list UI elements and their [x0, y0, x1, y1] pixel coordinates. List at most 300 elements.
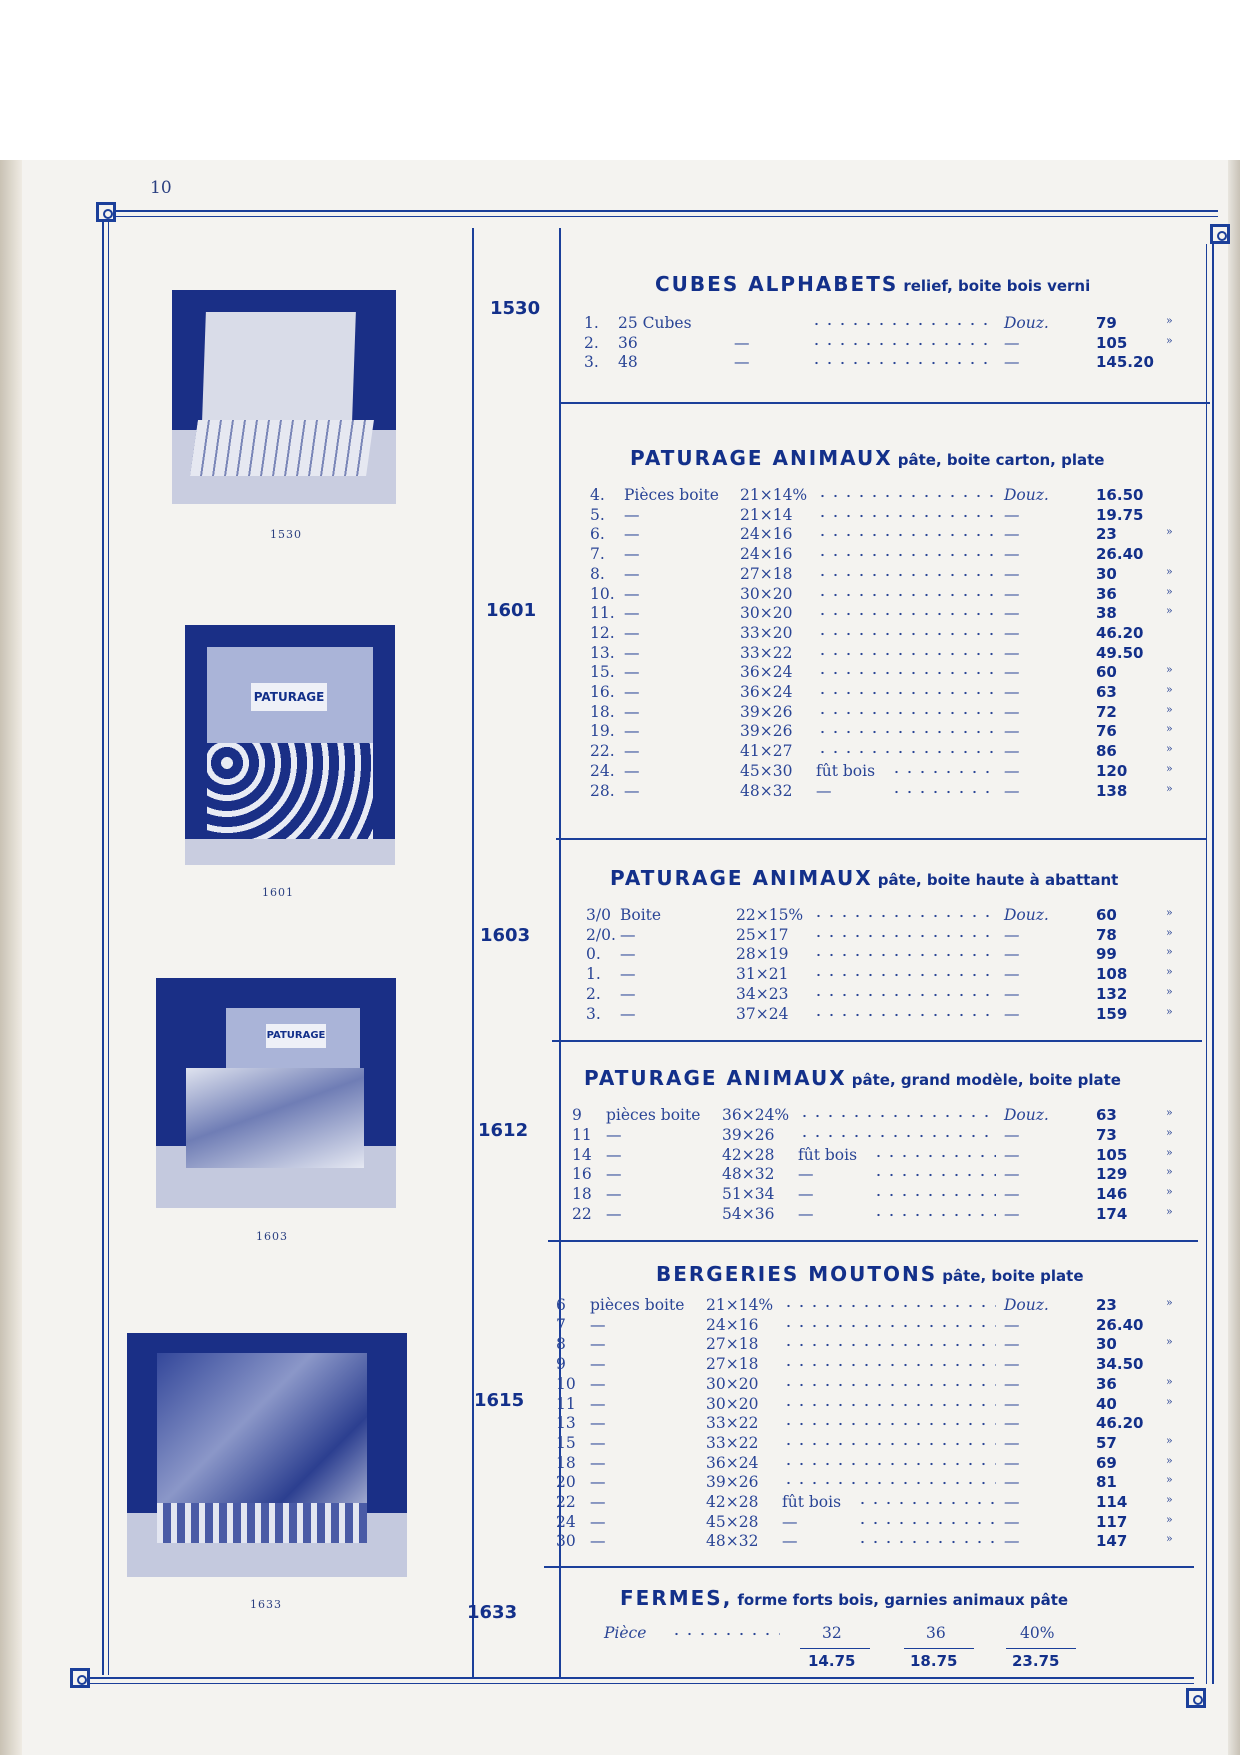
item-dimensions: 36×24: [706, 1453, 759, 1472]
item-price: 86: [1096, 742, 1117, 761]
item-unit: —: [1004, 1453, 1020, 1472]
item-number: 3/0: [586, 906, 611, 924]
item-number: 18.: [590, 702, 615, 721]
item-price: 23: [1096, 525, 1117, 544]
item-quote-mark: »: [1166, 333, 1173, 347]
fermes-price-36: 18.75: [910, 1652, 958, 1670]
product-photo-paturage-1601: [185, 625, 395, 865]
item-quote-mark: »: [1166, 314, 1173, 327]
leader-dots: [816, 671, 996, 675]
item-unit: —: [1004, 781, 1020, 800]
item-description: —: [624, 505, 640, 524]
item-unit: —: [1004, 604, 1020, 623]
section-subheading: pâte, boite carton, plate: [897, 451, 1105, 469]
item-unit: —: [1004, 505, 1020, 524]
item-price: 46.20: [1096, 623, 1144, 642]
item-extra: —: [798, 1185, 814, 1204]
fermes-size-40: [1016, 1624, 1076, 1644]
item-description: —: [624, 623, 640, 642]
item-price: 30: [1096, 564, 1117, 583]
item-unit: —: [1004, 1335, 1020, 1354]
item-quote-mark: »: [1166, 945, 1173, 959]
item-description: —: [590, 1453, 606, 1472]
item-dimensions: 25×17: [736, 925, 789, 944]
item-unit: —: [1004, 742, 1020, 761]
item-quote-mark: »: [1166, 1125, 1173, 1139]
item-unit: —: [1004, 333, 1020, 352]
price-row: [584, 334, 1196, 354]
price-row: [586, 926, 1196, 946]
fermes-label: Pièce: [604, 1624, 647, 1642]
fermes-price-40: 23.75: [1012, 1652, 1060, 1670]
item-description: —: [620, 945, 636, 964]
leader-dots: [810, 322, 996, 326]
section-title-1530: [655, 272, 1090, 296]
price-row: [572, 1165, 1196, 1185]
item-number: 8.: [590, 564, 605, 583]
item-quote-mark: »: [1166, 564, 1173, 578]
item-unit: —: [1004, 1165, 1020, 1184]
item-price: 30: [1096, 1335, 1117, 1354]
price-row: [590, 624, 1196, 644]
price-row: [586, 985, 1196, 1005]
item-description: —: [590, 1335, 606, 1354]
corner-ornament-top-left: [96, 202, 116, 222]
item-unit: —: [1004, 1532, 1020, 1551]
item-number: 1.: [586, 965, 601, 984]
item-quote-mark: »: [1166, 1453, 1173, 1467]
price-row: [590, 683, 1196, 703]
price-row: [590, 663, 1196, 683]
item-number: 15.: [590, 663, 615, 682]
item-number: 22.: [590, 742, 615, 761]
item-quote-mark: »: [1166, 984, 1173, 998]
item-number: 16.: [590, 683, 615, 701]
photo-label-1603: PATURAGE: [266, 1024, 326, 1048]
item-price: 34.50: [1096, 1355, 1144, 1374]
item-dimensions: 41×27: [740, 742, 793, 761]
leader-dots: [812, 934, 996, 938]
item-number: 0.: [586, 945, 601, 964]
leader-dots: [856, 1521, 996, 1525]
product-photo-cubes: [172, 290, 396, 504]
section-heading: PATURAGE ANIMAUX: [584, 1066, 847, 1090]
section-subheading: relief, boite bois verni: [903, 277, 1091, 295]
item-unit: —: [1004, 525, 1020, 544]
item-quote-mark: »: [1166, 1433, 1173, 1447]
leader-dots: [816, 750, 996, 754]
price-row: [590, 722, 1196, 742]
price-row: [590, 565, 1196, 585]
item-price: 79: [1096, 314, 1117, 332]
leader-dots: [816, 612, 996, 616]
item-description: —: [590, 1394, 606, 1413]
item-number: 9: [556, 1355, 566, 1374]
price-row: [556, 1316, 1196, 1336]
item-unit: —: [1004, 1493, 1020, 1511]
item-number: 9: [572, 1106, 582, 1124]
item-number: 2.: [586, 984, 601, 1003]
item-dimensions: 33×22: [706, 1433, 759, 1452]
item-number: 13.: [590, 643, 615, 662]
leader-dots: [816, 593, 996, 597]
price-row: [556, 1355, 1196, 1375]
item-description: —: [590, 1473, 606, 1492]
item-quote-mark: »: [1166, 722, 1173, 736]
item-dimensions: 45×28: [706, 1512, 759, 1531]
ref-number-1530: 1530: [490, 298, 541, 319]
price-row: [556, 1395, 1196, 1415]
leader-dots: [872, 1173, 996, 1177]
item-number: 11: [572, 1125, 592, 1144]
item-price: 78: [1096, 925, 1117, 944]
item-description: pièces boite: [590, 1296, 685, 1314]
frame-left-line: [102, 220, 104, 1675]
fermes-rule: [1006, 1648, 1076, 1649]
item-price: 60: [1096, 906, 1117, 924]
item-dimensions: 33×22: [740, 643, 793, 662]
item-price: 73: [1096, 1125, 1117, 1144]
item-extra: —: [816, 781, 832, 800]
item-description: —: [624, 683, 640, 701]
page-number: 10: [150, 178, 172, 198]
item-dimensions: 27×18: [706, 1335, 759, 1354]
price-row: [590, 486, 1196, 506]
price-row: [590, 545, 1196, 565]
item-quote-mark: »: [1166, 925, 1173, 939]
leader-dots: [816, 711, 996, 715]
fermes-rule: [904, 1648, 974, 1649]
leader-dots: [782, 1462, 996, 1466]
product-photo-fermes: [127, 1333, 407, 1577]
item-price: 69: [1096, 1453, 1117, 1472]
item-dimensions: 36×24: [740, 683, 793, 701]
item-dimensions: 42×28: [722, 1145, 775, 1164]
item-number: 30: [556, 1532, 576, 1551]
item-price: 105: [1096, 333, 1128, 352]
item-number: 1.: [584, 314, 599, 332]
item-price: 138: [1096, 781, 1128, 800]
item-quote-mark: »: [1166, 781, 1173, 795]
item-number: 20: [556, 1473, 576, 1492]
item-description: —: [590, 1493, 606, 1511]
item-price: 46.20: [1096, 1414, 1144, 1433]
fermes-size: 32: [822, 1624, 842, 1642]
price-row: [572, 1185, 1196, 1205]
item-extra: —: [782, 1532, 798, 1551]
leader-dots: [782, 1481, 996, 1485]
item-quote-mark: »: [1166, 683, 1173, 696]
photo-caption-1633: 1633: [250, 1598, 282, 1611]
item-description: —: [590, 1355, 606, 1374]
item-unit: —: [1004, 584, 1020, 603]
item-number: 12.: [590, 623, 615, 642]
item-description: —: [590, 1315, 606, 1334]
item-number: 28.: [590, 781, 615, 800]
product-photo-paturage-1603: [156, 978, 396, 1208]
price-row: [584, 314, 1196, 334]
leader-dots: [816, 494, 996, 498]
item-unit: —: [1004, 965, 1020, 984]
leader-dots: [816, 652, 996, 656]
item-dimensions: 54×36: [722, 1205, 775, 1223]
item-dimensions: 27×18: [740, 564, 793, 583]
price-row: [572, 1146, 1196, 1166]
item-price: 108: [1096, 965, 1128, 984]
item-description: —: [620, 965, 636, 984]
item-extra: fût bois: [798, 1145, 858, 1164]
item-price: 99: [1096, 945, 1117, 964]
item-number: 10: [556, 1374, 576, 1393]
item-unit: —: [1004, 353, 1020, 371]
fermes-price-32: 14.75: [808, 1652, 856, 1670]
item-unit: —: [1004, 1145, 1020, 1164]
item-unit: —: [1004, 984, 1020, 1003]
item-number: 24.: [590, 761, 615, 780]
corner-ornament-bottom-right: [1186, 1688, 1206, 1708]
section-divider: [544, 1566, 1194, 1568]
item-number: 24: [556, 1512, 576, 1531]
price-row: [590, 585, 1196, 605]
corner-ornament-bottom-left: [70, 1668, 90, 1688]
price-row: [590, 782, 1196, 802]
item-description: —: [620, 1004, 636, 1023]
fermes-size-32: [818, 1624, 858, 1644]
item-quote-mark: »: [1166, 1473, 1173, 1487]
item-unit: —: [1004, 545, 1020, 564]
item-price: 145.20: [1096, 353, 1154, 371]
price-row: [556, 1296, 1196, 1316]
item-unit: —: [1004, 1355, 1020, 1374]
section-divider: [548, 1240, 1198, 1242]
item-quote-mark: »: [1166, 1185, 1173, 1199]
item-dimensions: 28×19: [736, 945, 789, 964]
photo-caption-1603: 1603: [256, 1230, 288, 1243]
price-row: [590, 644, 1196, 664]
leader-dots: [816, 533, 996, 537]
item-quote-mark: »: [1166, 1532, 1173, 1546]
item-description: —: [624, 584, 640, 603]
item-quote-mark: »: [1166, 1335, 1173, 1349]
leader-dots: [782, 1383, 996, 1387]
item-number: 18: [572, 1185, 592, 1204]
item-quote-mark: »: [1166, 1106, 1173, 1119]
item-price: 105: [1096, 1145, 1128, 1164]
item-unit: —: [1004, 683, 1020, 701]
price-row: [590, 506, 1196, 526]
item-description: —: [590, 1374, 606, 1393]
item-description: Pièces boite: [624, 486, 719, 504]
price-row: [590, 525, 1196, 545]
section-subheading: pâte, grand modèle, boite plate: [851, 1071, 1121, 1089]
item-quote-mark: »: [1166, 742, 1173, 756]
item-dimensions: 51×34: [722, 1185, 775, 1204]
item-price: 49.50: [1096, 643, 1144, 662]
item-description: —: [624, 525, 640, 544]
leader-dots: [816, 691, 996, 695]
price-row: [590, 762, 1196, 782]
item-dimensions: —: [734, 333, 750, 352]
item-unit: —: [1004, 1374, 1020, 1393]
column-divider-left: [472, 228, 474, 1678]
item-unit: —: [1004, 1433, 1020, 1452]
section-title-1612: [584, 1066, 1121, 1090]
item-description: —: [606, 1125, 622, 1144]
price-row: [586, 1005, 1196, 1025]
item-unit: Douz.: [1004, 906, 1049, 924]
item-description: —: [624, 722, 640, 741]
price-row: [586, 965, 1196, 985]
item-description: —: [590, 1512, 606, 1531]
leader-dots: [782, 1422, 996, 1426]
item-quote-mark: »: [1166, 663, 1173, 677]
fermes-size: 40%: [1020, 1624, 1055, 1642]
item-description: 36: [618, 333, 638, 352]
item-dimensions: 48×32: [722, 1165, 775, 1184]
item-dimensions: 31×21: [736, 965, 789, 984]
item-description: —: [606, 1165, 622, 1184]
item-dimensions: 45×30: [740, 761, 793, 780]
item-number: 11.: [590, 604, 615, 623]
leader-dots: [872, 1154, 996, 1158]
leader-dots: [872, 1213, 996, 1217]
item-dimensions: 42×28: [706, 1493, 759, 1511]
item-unit: —: [1004, 761, 1020, 780]
item-number: 22: [572, 1205, 592, 1223]
item-number: 18: [556, 1453, 576, 1472]
item-description: —: [606, 1205, 622, 1223]
leader-dots: [812, 953, 996, 957]
fermes-size-36: [922, 1624, 962, 1644]
item-price: 57: [1096, 1433, 1117, 1452]
item-unit: —: [1004, 925, 1020, 944]
frame-bottom-line-inner: [80, 1683, 1194, 1684]
leader-dots: [782, 1442, 996, 1446]
leader-dots: [782, 1324, 996, 1328]
section-title-1601: [630, 446, 1104, 470]
item-dimensions: 24×16: [740, 525, 793, 544]
item-price: 60: [1096, 663, 1117, 682]
item-price: 23: [1096, 1296, 1117, 1314]
item-number: 16: [572, 1165, 592, 1184]
item-unit: —: [1004, 1394, 1020, 1413]
item-unit: Douz.: [1004, 1296, 1049, 1314]
price-row: [572, 1106, 1196, 1126]
ref-number-1601: 1601: [486, 600, 537, 621]
item-unit: —: [1004, 1414, 1020, 1433]
leader-dots: [812, 973, 996, 977]
item-quote-mark: »: [1166, 761, 1173, 775]
item-dimensions: 24×16: [706, 1315, 759, 1334]
item-price: 26.40: [1096, 545, 1144, 564]
item-dimensions: 39×26: [740, 722, 793, 741]
item-number: 6: [556, 1296, 566, 1314]
item-description: 25 Cubes: [618, 314, 692, 332]
item-quote-mark: »: [1166, 1512, 1173, 1526]
item-price: 81: [1096, 1473, 1117, 1492]
section-heading: FERMES,: [620, 1586, 733, 1610]
fermes-size: 36: [926, 1624, 946, 1642]
price-row: [584, 353, 1196, 373]
item-number: 3.: [584, 353, 599, 371]
item-quote-mark: »: [1166, 906, 1173, 919]
leader-dots: [816, 553, 996, 557]
section-heading: PATURAGE ANIMAUX: [630, 446, 893, 470]
leader-dots: [782, 1363, 996, 1367]
item-description: —: [590, 1532, 606, 1551]
item-price: 147: [1096, 1532, 1128, 1551]
item-description: —: [624, 761, 640, 780]
section-divider: [552, 1040, 1202, 1042]
price-row: [590, 703, 1196, 723]
frame-top-line-inner: [104, 216, 1218, 217]
page-edge: [1228, 160, 1240, 1755]
item-number: 5.: [590, 505, 605, 524]
item-dimensions: 21×14%: [706, 1296, 774, 1314]
price-row: [556, 1375, 1196, 1395]
item-price: 19.75: [1096, 505, 1144, 524]
item-quote-mark: »: [1166, 1205, 1173, 1218]
frame-right-line-inner: [1206, 244, 1207, 1684]
frame-bottom-line: [80, 1677, 1194, 1679]
item-dimensions: 48×32: [740, 781, 793, 800]
leader-dots: [872, 1193, 996, 1197]
item-dimensions: 30×20: [706, 1394, 759, 1413]
item-unit: —: [1004, 1315, 1020, 1334]
frame-left-line-inner: [108, 220, 109, 1675]
item-description: —: [606, 1145, 622, 1164]
item-dimensions: 36×24: [740, 663, 793, 682]
item-quote-mark: »: [1166, 965, 1173, 979]
item-unit: Douz.: [1004, 486, 1049, 504]
item-unit: —: [1004, 1473, 1020, 1492]
photo-label-1601: PATURAGE: [251, 683, 327, 711]
item-number: 7: [556, 1315, 566, 1334]
price-row: [556, 1473, 1196, 1493]
item-unit: —: [1004, 1512, 1020, 1531]
item-dimensions: 24×16: [740, 545, 793, 564]
price-row: [556, 1414, 1196, 1434]
item-description: —: [620, 925, 636, 944]
item-extra: —: [782, 1512, 798, 1531]
item-quote-mark: »: [1166, 1165, 1173, 1179]
frame-top-line: [104, 210, 1218, 212]
item-quote-mark: »: [1166, 1145, 1173, 1159]
leader-dots: [816, 632, 996, 636]
item-price: 132: [1096, 984, 1128, 1003]
item-description: —: [624, 702, 640, 721]
item-price: 76: [1096, 722, 1117, 741]
item-description: —: [624, 545, 640, 564]
price-row: [572, 1126, 1196, 1146]
item-number: 2/0.: [586, 925, 616, 944]
section-heading: CUBES ALPHABETS: [655, 272, 899, 296]
section-subheading: forme forts bois, garnies animaux pâte: [737, 1591, 1069, 1609]
section-subheading: pâte, boite plate: [942, 1267, 1084, 1285]
item-dimensions: 36×24%: [722, 1106, 790, 1124]
price-row: [586, 945, 1196, 965]
item-dimensions: 30×20: [740, 604, 793, 623]
item-unit: Douz.: [1004, 314, 1049, 332]
item-description: Boite: [620, 906, 662, 924]
item-quote-mark: »: [1166, 1296, 1173, 1309]
item-price: 63: [1096, 683, 1117, 701]
item-description: pièces boite: [606, 1106, 701, 1124]
item-dimensions: 30×20: [740, 584, 793, 603]
item-description: —: [624, 564, 640, 583]
item-number: 13: [556, 1414, 576, 1433]
item-number: 6.: [590, 525, 605, 544]
